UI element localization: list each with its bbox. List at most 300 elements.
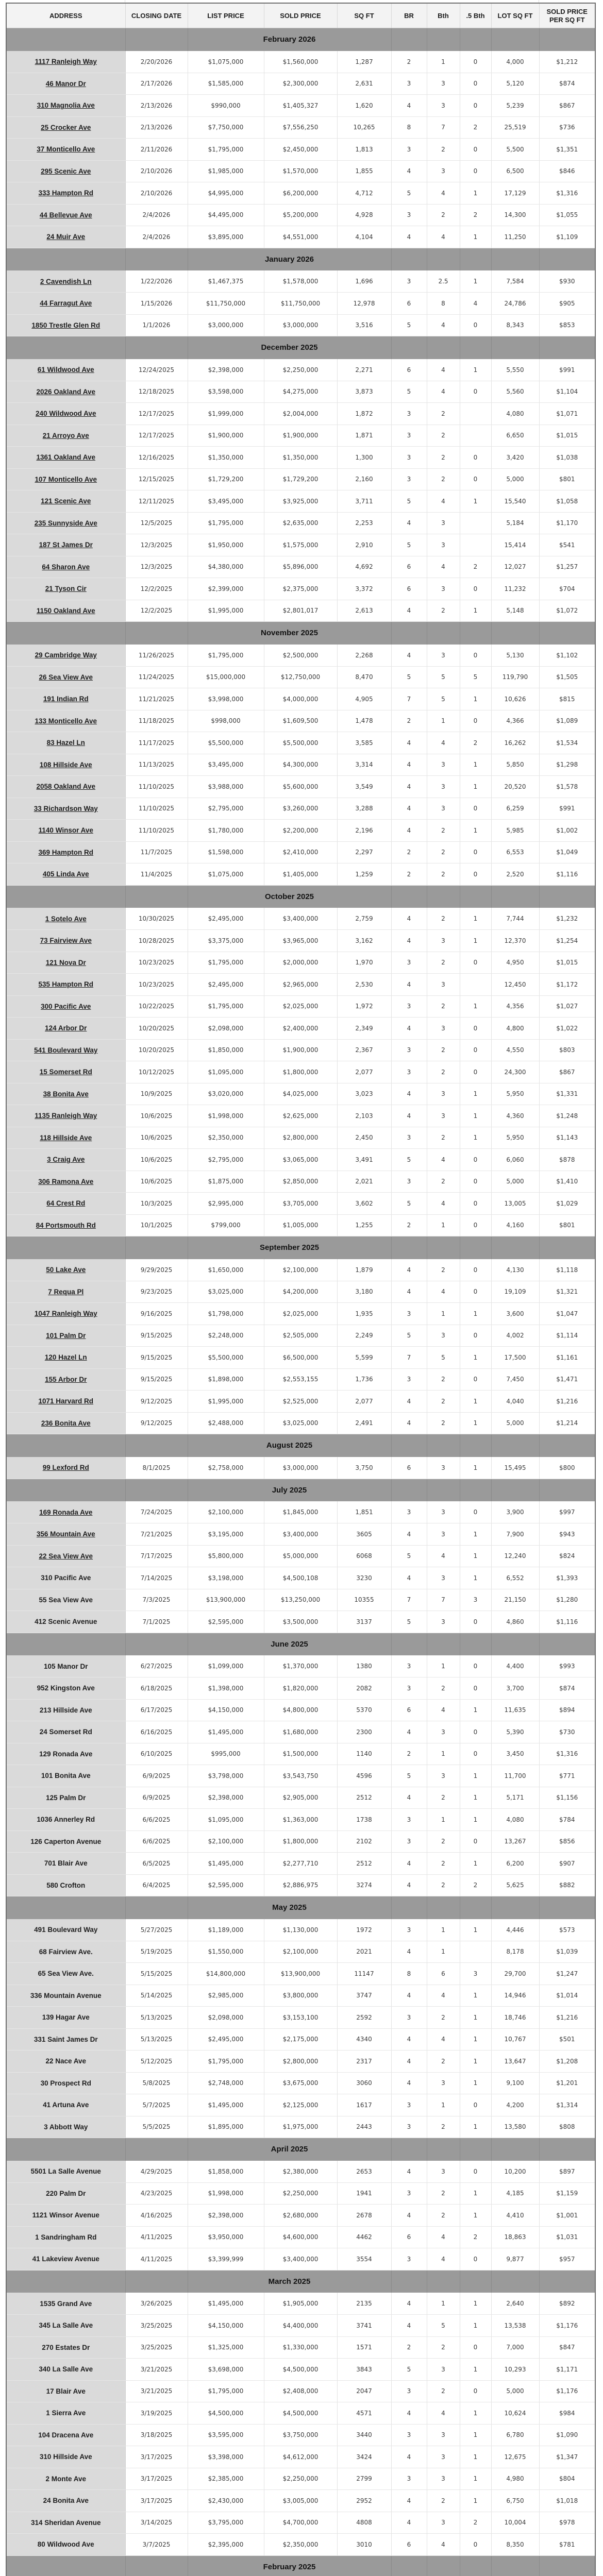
address-link[interactable]: 235 Sunnyside Ave — [34, 519, 97, 527]
sold-price-cell: $4,025,000 — [264, 1083, 337, 1105]
bedrooms-cell: 5 — [391, 1325, 427, 1347]
address-cell[interactable] — [6, 490, 125, 513]
sold-price-cell: $3,400,000 — [264, 908, 337, 930]
address-cell[interactable] — [6, 1061, 125, 1083]
price-per-sq-ft-cell: $1,058 — [539, 490, 595, 513]
address-cell[interactable] — [6, 1214, 125, 1236]
half-baths-cell: 1 — [460, 226, 491, 248]
address-link[interactable]: 22 Sea View Ave — [39, 1552, 93, 1560]
half-baths-cell: 0 — [460, 73, 491, 95]
address-cell[interactable] — [6, 447, 125, 469]
address-link[interactable]: 121 Nova Dr — [45, 958, 86, 967]
sold-price-cell: $2,505,000 — [264, 1325, 337, 1347]
table-row — [6, 1831, 595, 1853]
address-link[interactable]: 191 Indian Rd — [43, 695, 89, 703]
address-link[interactable]: 1361 Oakland Ave — [36, 453, 96, 462]
address-cell[interactable] — [6, 863, 125, 886]
bedrooms-cell: 4 — [391, 1567, 427, 1589]
address-link[interactable]: 107 Monticello Ave — [35, 475, 97, 483]
lot-sq-ft-cell: 5,171 — [491, 1787, 539, 1809]
closing-date-cell: 3/17/2025 — [125, 2490, 188, 2512]
table-row — [6, 1963, 595, 1985]
list-price-cell: $3,798,000 — [188, 1765, 264, 1787]
address-cell[interactable] — [6, 1523, 125, 1546]
address-text: 129 Ronada Ave — [39, 1750, 93, 1758]
address-link[interactable]: 535 Hampton Rd — [38, 980, 94, 989]
address-link[interactable]: 1135 Ranleigh Way — [35, 1112, 97, 1120]
address-cell[interactable] — [6, 1501, 125, 1523]
address-link[interactable]: 99 Lexford Rd — [42, 1464, 89, 1471]
address-link[interactable]: 50 Lake Ave — [46, 1266, 86, 1274]
header-closing-date: CLOSING DATE — [125, 3, 188, 28]
baths-cell: 2 — [427, 600, 460, 622]
lot-sq-ft-cell: 10,200 — [491, 2161, 539, 2183]
list-price-cell: $4,150,000 — [188, 2315, 264, 2337]
address-cell[interactable] — [6, 600, 125, 622]
address-link[interactable]: 240 Wildwood Ave — [36, 410, 96, 418]
half-baths-cell: 1 — [460, 1985, 491, 2007]
address-link[interactable]: 1117 Ranleigh Way — [35, 58, 97, 65]
address-cell[interactable] — [6, 270, 125, 293]
half-baths-cell: 0 — [460, 2161, 491, 2183]
baths-cell: 4 — [427, 226, 460, 248]
address-link[interactable]: 169 Ronada Ave — [39, 1508, 93, 1516]
price-per-sq-ft-cell: $771 — [539, 1765, 595, 1787]
price-per-sq-ft-cell: $541 — [539, 534, 595, 556]
lot-sq-ft-cell: 3,900 — [491, 1501, 539, 1523]
month-section-row — [6, 248, 595, 270]
address-cell[interactable] — [6, 1368, 125, 1391]
address-link[interactable]: 236 Bonita Ave — [41, 1419, 91, 1427]
address-link[interactable]: 44 Bellevue Ave — [39, 211, 92, 219]
address-cell[interactable] — [6, 688, 125, 710]
table-row — [6, 974, 595, 996]
list-price-cell: $3,020,000 — [188, 1083, 264, 1105]
baths-cell: 3 — [427, 2446, 460, 2468]
closing-date-cell: 3/17/2025 — [125, 2446, 188, 2468]
address-cell[interactable] — [6, 732, 125, 754]
lot-sq-ft-cell: 5,000 — [491, 2380, 539, 2402]
address-text: 220 Palm Dr — [46, 2189, 86, 2197]
address-link[interactable]: 310 Magnolia Ave — [37, 101, 95, 110]
address-cell — [6, 1941, 125, 1963]
address-cell — [6, 1963, 125, 1985]
address-link[interactable]: 306 Ramona Ave — [38, 1177, 94, 1185]
header-lot-sq-ft: LOT SQ FT — [491, 3, 539, 28]
sq-ft-cell: 3,711 — [337, 490, 391, 513]
address-cell[interactable] — [6, 204, 125, 226]
half-baths-cell: 1 — [460, 1303, 491, 1325]
address-text: 105 Manor Dr — [43, 1662, 88, 1670]
address-link[interactable]: 1071 Harvard Rd — [38, 1397, 94, 1405]
address-link[interactable]: 3 Craig Ave — [47, 1156, 85, 1164]
address-link[interactable]: 356 Mountain Ave — [36, 1530, 95, 1538]
address-cell[interactable] — [6, 1259, 125, 1281]
sq-ft-cell: 4,712 — [337, 182, 391, 205]
address-text: 24 Bonita Ave — [43, 2497, 89, 2505]
price-per-sq-ft-cell: $1,114 — [539, 1325, 595, 1347]
month-row-cell — [427, 248, 460, 270]
list-price-cell: $5,800,000 — [188, 1545, 264, 1567]
half-baths-cell: 0 — [460, 1171, 491, 1193]
address-cell[interactable] — [6, 403, 125, 425]
table-row — [6, 952, 595, 974]
address-link[interactable]: 73 Fairview Ave — [40, 937, 92, 945]
address-cell[interactable] — [6, 556, 125, 578]
half-baths-cell: 0 — [460, 1325, 491, 1347]
lot-sq-ft-cell: 4,950 — [491, 952, 539, 974]
half-baths-cell: 2 — [460, 204, 491, 226]
address-text: 310 Hillside Ave — [39, 2453, 92, 2461]
address-text: 65 Sea View Ave. — [38, 1970, 94, 1978]
half-baths-cell: 1 — [460, 1523, 491, 1546]
baths-cell: 4 — [427, 2534, 460, 2556]
list-price-cell: $1,795,000 — [188, 2380, 264, 2402]
header-address: ADDRESS — [6, 3, 125, 28]
address-link[interactable]: 29 Cambridge Way — [35, 651, 97, 659]
address-cell[interactable] — [6, 160, 125, 182]
table-row — [6, 1853, 595, 1875]
half-baths-cell: 0 — [460, 51, 491, 73]
address-link[interactable]: 2058 Oakland Ave — [36, 783, 96, 791]
address-link[interactable]: 333 Hampton Rd — [38, 189, 94, 197]
table-row — [6, 1985, 595, 2007]
closing-date-cell: 10/30/2025 — [125, 908, 188, 930]
baths-cell: 1 — [427, 1303, 460, 1325]
address-cell[interactable] — [6, 1281, 125, 1303]
address-link[interactable]: 26 Sea View Ave — [39, 673, 93, 681]
closing-date-cell: 6/9/2025 — [125, 1765, 188, 1787]
address-cell[interactable] — [6, 425, 125, 447]
baths-cell: 3 — [427, 1765, 460, 1787]
sq-ft-cell: 1,259 — [337, 863, 391, 886]
address-link[interactable]: 7 Requa Pl — [48, 1287, 84, 1296]
address-cell[interactable] — [6, 468, 125, 490]
table-row — [6, 1368, 595, 1391]
list-price-cell: $5,500,000 — [188, 1347, 264, 1369]
half-baths-cell: 0 — [460, 1061, 491, 1083]
address-cell[interactable] — [6, 995, 125, 1018]
sq-ft-cell: 3,549 — [337, 776, 391, 798]
address-cell[interactable] — [6, 381, 125, 403]
address-cell[interactable] — [6, 908, 125, 930]
sq-ft-cell: 3,516 — [337, 314, 391, 336]
price-per-sq-ft-cell: $1,072 — [539, 600, 595, 622]
address-link[interactable]: 1140 Winsor Ave — [38, 826, 93, 835]
sold-price-cell: $1,729,200 — [264, 468, 337, 490]
address-link[interactable]: 25 Crocker Ave — [41, 123, 91, 131]
sold-price-cell: $1,800,000 — [264, 1831, 337, 1853]
list-price-cell: $3,375,000 — [188, 930, 264, 952]
closing-date-cell: 12/17/2025 — [125, 403, 188, 425]
month-row-cell — [491, 1434, 539, 1457]
list-price-cell: $2,795,000 — [188, 1149, 264, 1171]
address-link[interactable]: 124 Arbor Dr — [45, 1024, 87, 1032]
half-baths-cell: 0 — [460, 447, 491, 469]
address-cell[interactable] — [6, 1127, 125, 1149]
address-cell[interactable] — [6, 798, 125, 820]
address-cell[interactable] — [6, 534, 125, 556]
address-link[interactable]: 300 Pacific Ave — [41, 1002, 91, 1010]
month-row-cell — [125, 622, 188, 645]
closing-date-cell: 5/8/2025 — [125, 2072, 188, 2094]
address-link[interactable]: 33 Richardson Way — [34, 804, 98, 812]
address-link[interactable]: 1850 Trestle Glen Rd — [31, 321, 100, 329]
month-label: May 2025 — [188, 1896, 391, 1919]
address-cell[interactable] — [6, 1083, 125, 1105]
baths-cell: 2 — [427, 1061, 460, 1083]
bedrooms-cell: 3 — [391, 1368, 427, 1391]
baths-cell: 2 — [427, 139, 460, 161]
address-cell[interactable] — [6, 359, 125, 381]
sold-price-cell: $3,000,000 — [264, 1457, 337, 1479]
list-price-cell: $3,025,000 — [188, 1281, 264, 1303]
address-cell[interactable] — [6, 73, 125, 95]
closing-date-cell: 6/18/2025 — [125, 1677, 188, 1700]
baths-cell: 2 — [427, 841, 460, 863]
address-link[interactable]: 84 Portsmouth Rd — [36, 1221, 96, 1229]
address-link[interactable]: 187 St James Dr — [39, 541, 93, 549]
address-cell — [6, 2072, 125, 2094]
address-link[interactable]: 101 Palm Dr — [46, 1331, 86, 1340]
sold-price-cell: $1,363,000 — [264, 1809, 337, 1831]
address-link[interactable]: 83 Hazel Ln — [46, 739, 85, 747]
half-baths-cell: 0 — [460, 1368, 491, 1391]
address-cell[interactable] — [6, 645, 125, 667]
sq-ft-cell: 1571 — [337, 2336, 391, 2359]
address-text: 30 Prospect Rd — [40, 2079, 91, 2087]
address-cell[interactable] — [6, 930, 125, 952]
address-link[interactable]: 21 Arroyo Ave — [42, 431, 89, 439]
address-cell[interactable] — [6, 578, 125, 600]
half-baths-cell: 0 — [460, 2248, 491, 2270]
sq-ft-cell: 1,871 — [337, 425, 391, 447]
address-link[interactable]: 118 Hillside Ave — [40, 1133, 92, 1142]
address-cell[interactable] — [6, 182, 125, 205]
bedrooms-cell: 4 — [391, 1721, 427, 1743]
half-baths-cell: 1 — [460, 2293, 491, 2315]
address-link[interactable]: 295 Scenic Ave — [41, 167, 91, 175]
half-baths-cell: 0 — [460, 1259, 491, 1281]
bedrooms-cell: 4 — [391, 600, 427, 622]
address-cell[interactable] — [6, 51, 125, 73]
address-link[interactable]: 24 Muir Ave — [46, 233, 86, 241]
list-price-cell: $1,998,000 — [188, 2182, 264, 2205]
lot-sq-ft-cell: 10,626 — [491, 688, 539, 710]
sold-price-cell: $2,680,000 — [264, 2205, 337, 2227]
month-section-row — [6, 2555, 595, 2576]
price-per-sq-ft-cell: $978 — [539, 2512, 595, 2534]
address-link[interactable]: 133 Monticello Ave — [35, 717, 97, 725]
sold-price-cell: $1,800,000 — [264, 1061, 337, 1083]
address-link[interactable]: 2026 Oakland Ave — [36, 387, 96, 396]
closing-date-cell: 10/20/2025 — [125, 1018, 188, 1040]
sq-ft-cell: 6068 — [337, 1545, 391, 1567]
closing-date-cell: 10/6/2025 — [125, 1171, 188, 1193]
address-link[interactable]: 2 Cavendish Ln — [40, 277, 92, 285]
list-price-cell: $4,995,000 — [188, 182, 264, 205]
lot-sq-ft-cell: 17,129 — [491, 182, 539, 205]
baths-cell: 3 — [427, 1105, 460, 1127]
baths-cell: 3 — [427, 1018, 460, 1040]
address-cell[interactable] — [6, 1412, 125, 1434]
month-row-cell — [125, 1896, 188, 1919]
half-baths-cell: 0 — [460, 1677, 491, 1700]
address-cell — [6, 2359, 125, 2381]
lot-sq-ft-cell: 5,950 — [491, 1127, 539, 1149]
half-baths-cell: 1 — [460, 490, 491, 513]
address-cell[interactable] — [6, 820, 125, 842]
sold-price-cell: $11,750,000 — [264, 293, 337, 315]
lot-sq-ft-cell: 5,850 — [491, 754, 539, 776]
address-cell[interactable] — [6, 1171, 125, 1193]
address-cell[interactable] — [6, 116, 125, 139]
address-link[interactable]: 64 Crest Rd — [46, 1199, 86, 1208]
lot-sq-ft-cell: 13,267 — [491, 1831, 539, 1853]
baths-cell: 4 — [427, 1985, 460, 2007]
address-cell[interactable] — [6, 710, 125, 732]
baths-cell: 2 — [427, 1412, 460, 1434]
address-link[interactable]: 21 Tyson Cir — [45, 585, 87, 593]
list-price-cell: $3,950,000 — [188, 2226, 264, 2248]
sq-ft-cell: 2,077 — [337, 1391, 391, 1413]
lot-sq-ft-cell: 5,560 — [491, 381, 539, 403]
bedrooms-cell: 4 — [391, 160, 427, 182]
bedrooms-cell: 6 — [391, 556, 427, 578]
address-link[interactable]: 46 Manor Dr — [45, 79, 86, 88]
address-cell[interactable] — [6, 1545, 125, 1567]
address-text: 22 Nace Ave — [45, 2057, 87, 2065]
list-price-cell: $2,985,000 — [188, 1985, 264, 2007]
address-text: 1036 Annerley Rd — [37, 1816, 95, 1824]
sold-price-cell: $2,200,000 — [264, 820, 337, 842]
address-link[interactable]: 1 Sotelo Ave — [45, 914, 87, 923]
closing-date-cell: 6/9/2025 — [125, 1787, 188, 1809]
month-label: December 2025 — [188, 336, 391, 359]
address-cell[interactable] — [6, 776, 125, 798]
address-cell[interactable] — [6, 512, 125, 534]
month-row-cell — [460, 2555, 491, 2576]
closing-date-cell: 11/7/2025 — [125, 841, 188, 863]
baths-cell: 3 — [427, 1567, 460, 1589]
list-price-cell: $2,398,000 — [188, 1787, 264, 1809]
table-row — [6, 1589, 595, 1611]
address-link[interactable]: 1047 Ranleigh Way — [34, 1310, 97, 1318]
sq-ft-cell: 2,613 — [337, 600, 391, 622]
address-cell[interactable] — [6, 952, 125, 974]
baths-cell: 4 — [427, 2028, 460, 2050]
address-text: 701 Blair Ave — [44, 1859, 88, 1868]
address-cell[interactable] — [6, 666, 125, 688]
list-price-cell: $3,399,999 — [188, 2248, 264, 2270]
sold-price-cell: $1,130,000 — [264, 1919, 337, 1941]
month-section-row — [6, 28, 595, 51]
address-cell[interactable] — [6, 1457, 125, 1479]
table-row — [6, 1457, 595, 1479]
address-cell[interactable] — [6, 1018, 125, 1040]
address-link[interactable]: 155 Arbor Dr — [45, 1375, 87, 1383]
address-cell — [6, 2248, 125, 2270]
address-cell[interactable] — [6, 314, 125, 336]
address-cell — [6, 2161, 125, 2183]
address-cell[interactable] — [6, 1325, 125, 1347]
address-cell[interactable] — [6, 1391, 125, 1413]
table-row — [6, 204, 595, 226]
baths-cell: 3 — [427, 930, 460, 952]
address-link[interactable]: 541 Boulevard Way — [34, 1046, 98, 1054]
price-per-sq-ft-cell: $1,029 — [539, 1193, 595, 1215]
address-link[interactable]: 15 Somerset Rd — [39, 1068, 92, 1076]
half-baths-cell: 0 — [460, 314, 491, 336]
lot-sq-ft-cell: 6,552 — [491, 1567, 539, 1589]
half-baths-cell: 1 — [460, 2446, 491, 2468]
table-row — [6, 314, 595, 336]
sold-price-cell: $2,800,000 — [264, 1127, 337, 1149]
address-cell — [6, 1831, 125, 1853]
bedrooms-cell: 2 — [391, 710, 427, 732]
address-cell[interactable] — [6, 1193, 125, 1215]
month-row-cell — [427, 1434, 460, 1457]
address-cell[interactable] — [6, 974, 125, 996]
address-text: 3 Abbott Way — [44, 2123, 88, 2131]
table-row — [6, 710, 595, 732]
price-per-sq-ft-cell: $1,201 — [539, 2072, 595, 2094]
address-cell[interactable] — [6, 1303, 125, 1325]
table-row — [6, 600, 595, 622]
address-cell[interactable] — [6, 293, 125, 315]
address-cell[interactable] — [6, 1347, 125, 1369]
sq-ft-cell: 3137 — [337, 1611, 391, 1633]
baths-cell: 2 — [427, 1127, 460, 1149]
bedrooms-cell: 5 — [391, 314, 427, 336]
address-link[interactable]: 405 Linda Ave — [42, 870, 89, 878]
baths-cell: 4 — [427, 1281, 460, 1303]
list-price-cell: $1,095,000 — [188, 1061, 264, 1083]
sold-price-cell: $2,450,000 — [264, 139, 337, 161]
lot-sq-ft-cell: 6,750 — [491, 2490, 539, 2512]
address-link[interactable]: 108 Hillside Ave — [39, 760, 92, 769]
list-price-cell: $1,350,000 — [188, 447, 264, 469]
half-baths-cell: 1 — [460, 270, 491, 293]
address-cell[interactable] — [6, 139, 125, 161]
address-cell[interactable] — [6, 841, 125, 863]
address-cell[interactable] — [6, 754, 125, 776]
address-link[interactable]: 121 Scenic Ave — [41, 497, 91, 505]
address-link[interactable]: 44 Farragut Ave — [40, 299, 92, 308]
address-text: 310 Pacific Ave — [41, 1574, 91, 1582]
address-link[interactable]: 64 Sharon Ave — [42, 563, 90, 571]
address-link[interactable]: 61 Wildwood Ave — [37, 366, 94, 374]
address-cell[interactable] — [6, 95, 125, 117]
address-cell[interactable] — [6, 1105, 125, 1127]
address-link[interactable]: 120 Hazel Ln — [44, 1353, 87, 1362]
address-link[interactable]: 369 Hampton Rd — [38, 848, 94, 856]
address-link[interactable]: 38 Bonita Ave — [43, 1090, 89, 1098]
closing-date-cell: 12/2/2025 — [125, 578, 188, 600]
address-cell[interactable] — [6, 1039, 125, 1061]
lot-sq-ft-cell: 7,000 — [491, 2336, 539, 2359]
address-cell[interactable] — [6, 226, 125, 248]
baths-cell: 2 — [427, 1171, 460, 1193]
baths-cell: 2 — [427, 2182, 460, 2205]
address-link[interactable]: 1150 Oakland Ave — [36, 606, 95, 615]
month-row-cell — [539, 1896, 595, 1919]
address-cell[interactable] — [6, 1149, 125, 1171]
address-link[interactable]: 37 Monticello Ave — [37, 145, 95, 154]
address-cell — [6, 2116, 125, 2138]
sold-price-cell: $2,635,000 — [264, 512, 337, 534]
sq-ft-cell: 3,491 — [337, 1149, 391, 1171]
